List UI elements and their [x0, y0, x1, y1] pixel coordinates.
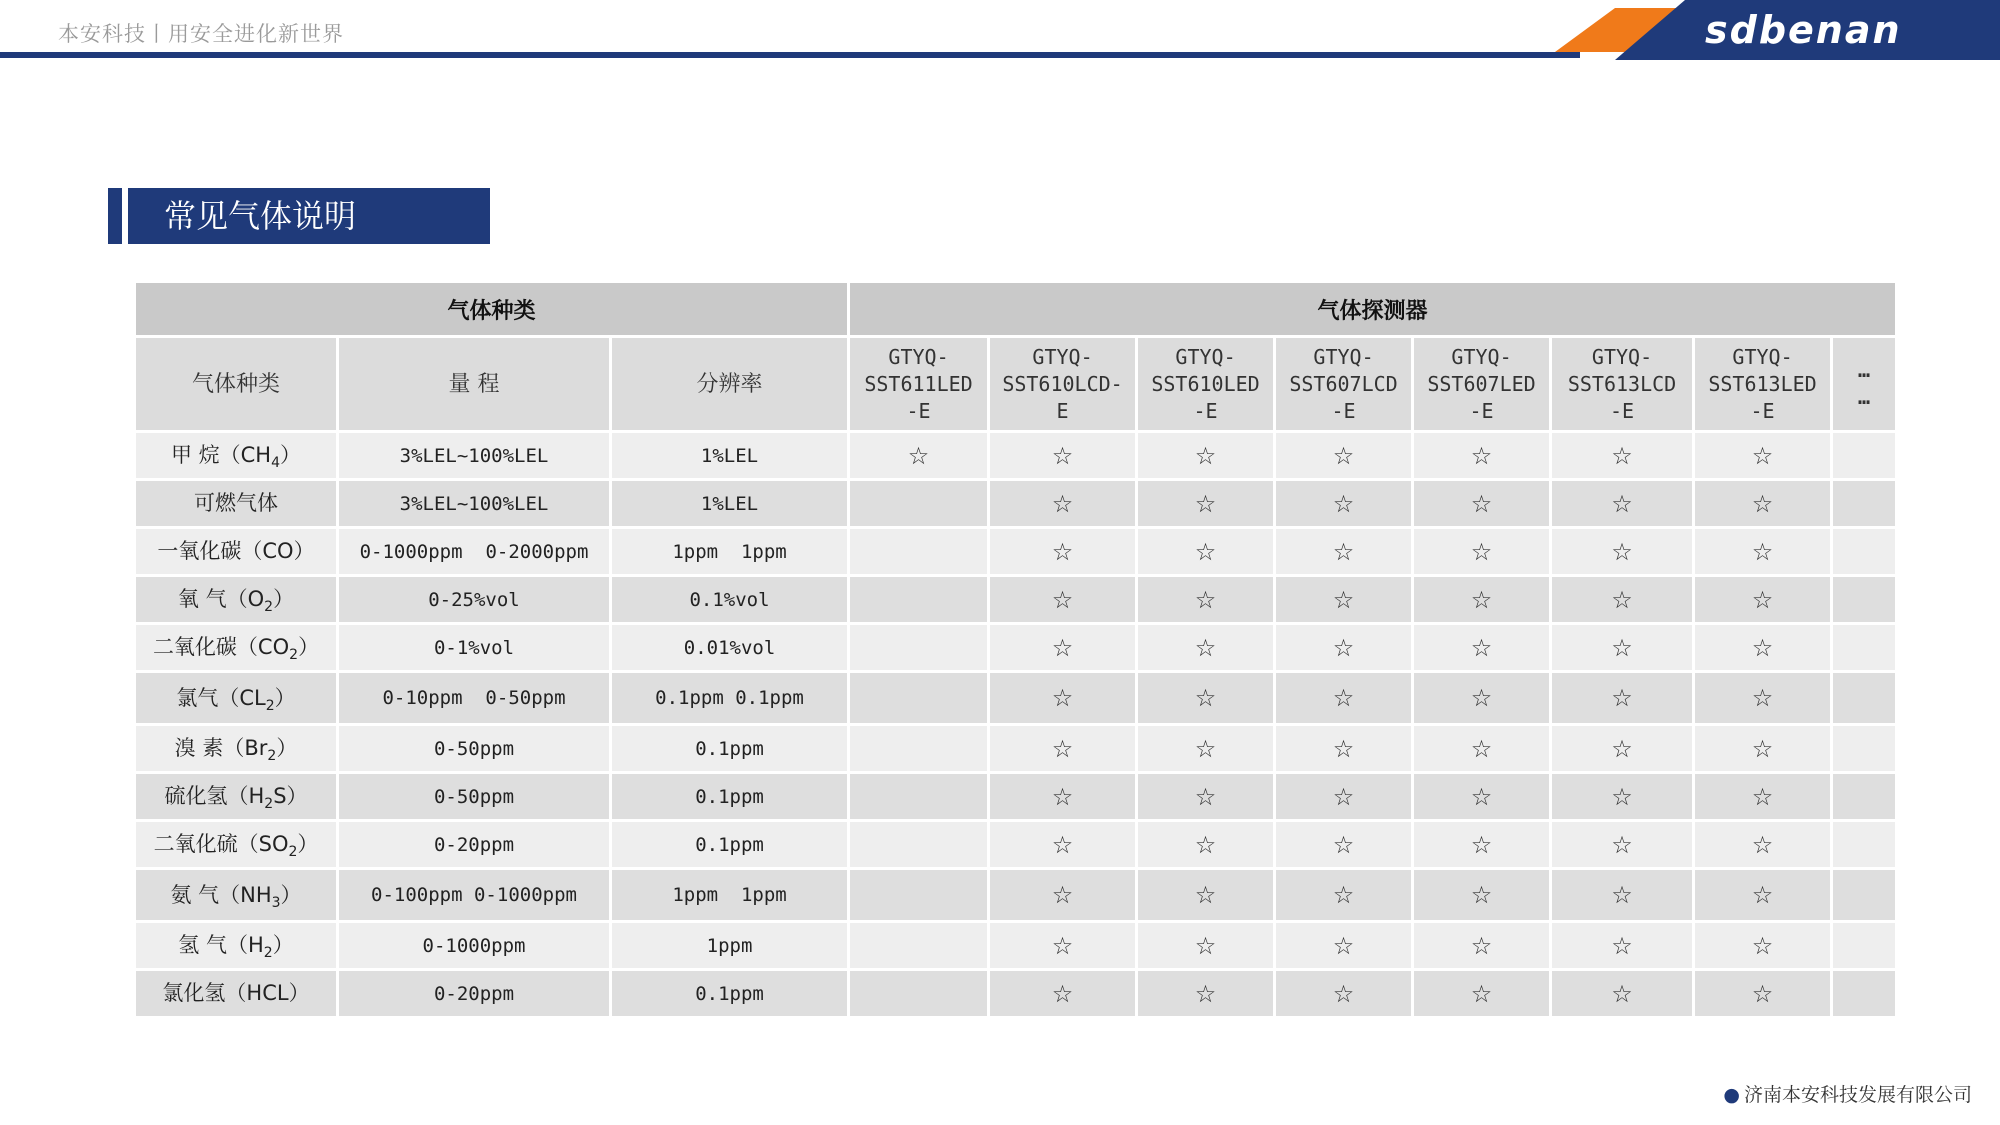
star-icon: ☆	[1332, 782, 1355, 811]
support-cell	[850, 481, 987, 526]
support-cell	[1276, 577, 1411, 622]
gas-range: 0-10ppm 0-50ppm	[339, 673, 609, 723]
support-cell-more	[1833, 923, 1895, 968]
gas-resolution: 0.1ppm	[612, 774, 847, 819]
star-icon: ☆	[1751, 782, 1774, 811]
support-cell	[850, 774, 987, 819]
top-bar	[0, 0, 2000, 62]
support-cell	[990, 625, 1135, 670]
support-cell	[850, 726, 987, 771]
support-cell	[990, 971, 1135, 1016]
star-icon: ☆	[1332, 830, 1355, 859]
support-cell	[1276, 481, 1411, 526]
star-icon: ☆	[1332, 633, 1355, 662]
table-row	[136, 870, 1895, 920]
gas-name-tail: ）	[280, 443, 302, 468]
star-icon: ☆	[1332, 684, 1355, 712]
star-icon: ☆	[1751, 734, 1774, 763]
support-cell	[1138, 673, 1273, 723]
star-icon: ☆	[1194, 734, 1217, 763]
detector-model-line: E	[1056, 398, 1069, 423]
star-icon: ☆	[1051, 881, 1074, 909]
header-rule	[0, 52, 1580, 58]
support-cell	[990, 870, 1135, 920]
support-cell-more	[1833, 481, 1895, 526]
gas-formula-subscript: 4	[271, 455, 281, 472]
star-icon: ☆	[1332, 489, 1355, 518]
gas-name-text: 氨 气（NH	[170, 882, 272, 907]
gas-name	[136, 433, 336, 478]
gas-name-tail: ）	[273, 587, 295, 612]
support-cell	[1552, 625, 1692, 670]
gas-name	[136, 625, 336, 670]
title-accent-bar	[108, 188, 122, 244]
star-icon: ☆	[1470, 441, 1493, 470]
detector-model-line: SST610LED	[1151, 371, 1260, 396]
gas-range: 0-20ppm	[339, 971, 609, 1016]
table-row	[136, 774, 1895, 819]
support-cell	[1138, 923, 1273, 968]
detector-model-line: SST613LCD	[1567, 371, 1677, 396]
star-icon: ☆	[1051, 734, 1074, 763]
support-cell	[1414, 822, 1549, 867]
star-icon: ☆	[1051, 585, 1074, 614]
gas-formula-subscript: 2	[264, 796, 274, 813]
star-icon: ☆	[1332, 537, 1355, 566]
detector-model-line: SST611LED	[864, 371, 973, 396]
star-icon: ☆	[1470, 684, 1493, 712]
support-cell	[1276, 923, 1411, 968]
gas-resolution: 1%LEL	[612, 481, 847, 526]
star-icon: ☆	[1611, 441, 1633, 470]
gas-name	[136, 577, 336, 622]
star-icon: ☆	[1051, 441, 1074, 470]
support-cell	[1695, 923, 1830, 968]
support-cell	[850, 673, 987, 723]
star-icon: ☆	[1751, 684, 1774, 712]
gas-name-tail: ）	[280, 882, 302, 907]
gas-formula-subscript: 2	[263, 945, 273, 962]
support-cell	[850, 822, 987, 867]
table-row	[136, 625, 1895, 670]
gas-formula-subscript: 2	[267, 748, 277, 765]
detector-model-line: SST607LCD	[1289, 371, 1398, 396]
gas-resolution: 1ppm 1ppm	[612, 529, 847, 574]
gas-name-tail: ）	[274, 685, 296, 710]
gas-name	[136, 971, 336, 1016]
star-icon: ☆	[1051, 931, 1074, 960]
support-cell	[1276, 774, 1411, 819]
gas-range: 0-25%vol	[339, 577, 609, 622]
gas-resolution: 0.1ppm	[612, 726, 847, 771]
gas-resolution: 1ppm 1ppm	[612, 870, 847, 920]
star-icon: ☆	[1194, 537, 1217, 566]
gas-range: 0-50ppm	[339, 774, 609, 819]
support-cell	[1552, 923, 1692, 968]
star-icon: ☆	[1611, 734, 1633, 763]
gas-name	[136, 726, 336, 771]
detector-model-line: -E	[1750, 398, 1775, 423]
support-cell	[1138, 529, 1273, 574]
gas-name-text: 二氧化硫（SO	[153, 832, 289, 857]
table-body	[136, 433, 1895, 1016]
star-icon: ☆	[1332, 585, 1355, 614]
support-cell	[1414, 673, 1549, 723]
detector-model-line: SST610LCD-	[1002, 371, 1123, 396]
support-cell	[1695, 577, 1830, 622]
col-detector	[1552, 338, 1692, 430]
support-cell	[1276, 529, 1411, 574]
support-cell	[1695, 673, 1830, 723]
support-cell	[850, 923, 987, 968]
col-more	[1833, 338, 1895, 430]
gas-formula-subscript: 3	[271, 895, 281, 912]
star-icon: ☆	[1611, 931, 1633, 960]
support-cell	[1414, 971, 1549, 1016]
gas-resolution: 0.1ppm	[612, 822, 847, 867]
star-icon: ☆	[1751, 585, 1774, 614]
support-cell	[1552, 433, 1692, 478]
support-cell	[990, 577, 1135, 622]
gas-range: 3%LEL~100%LEL	[339, 481, 609, 526]
support-cell	[1276, 822, 1411, 867]
col-resolution: 分辨率	[612, 338, 847, 430]
gas-name-tail: ）	[276, 736, 298, 761]
star-icon: ☆	[1611, 881, 1633, 909]
support-cell	[1552, 673, 1692, 723]
star-icon: ☆	[1194, 633, 1217, 662]
support-cell	[850, 529, 987, 574]
star-icon: ☆	[1194, 979, 1217, 1008]
support-cell-more	[1833, 726, 1895, 771]
col-detector	[1414, 338, 1549, 430]
gas-name	[136, 529, 336, 574]
gas-name-text: 氢 气（H	[178, 933, 264, 958]
support-cell	[1695, 481, 1830, 526]
gas-range: 0-20ppm	[339, 822, 609, 867]
star-icon: ☆	[1470, 633, 1493, 662]
support-cell	[1414, 625, 1549, 670]
star-icon: ☆	[1611, 684, 1633, 712]
star-icon: ☆	[1611, 537, 1633, 566]
support-cell	[1276, 673, 1411, 723]
support-cell	[1552, 529, 1692, 574]
section-title-text: 常见气体说明	[128, 188, 490, 244]
star-icon: ☆	[1194, 782, 1217, 811]
col-detector	[990, 338, 1135, 430]
support-cell	[990, 529, 1135, 574]
support-cell	[850, 625, 987, 670]
support-cell	[990, 726, 1135, 771]
gas-name	[136, 774, 336, 819]
gas-name-text: 溴 素（Br	[174, 736, 268, 761]
star-icon: ☆	[1751, 881, 1774, 909]
support-cell	[1414, 529, 1549, 574]
support-cell	[1138, 822, 1273, 867]
support-cell	[850, 433, 987, 478]
detector-model-line: SST607LED	[1427, 371, 1536, 396]
support-cell-more	[1833, 673, 1895, 723]
support-cell	[1138, 577, 1273, 622]
company-name: 济南本安科技发展有限公司	[1743, 1084, 1972, 1106]
table-row	[136, 822, 1895, 867]
slogan: 本安科技丨用安全进化新世界	[58, 22, 344, 46]
col-detector	[1138, 338, 1273, 430]
support-cell	[1138, 625, 1273, 670]
gas-name-text: 一氧化碳（CO）	[157, 539, 315, 564]
gas-name-tail: ）	[297, 832, 319, 857]
gas-range: 0-1%vol	[339, 625, 609, 670]
gas-resolution: 0.1%vol	[612, 577, 847, 622]
gas-name	[136, 481, 336, 526]
star-icon: ☆	[1051, 537, 1074, 566]
support-cell-more	[1833, 529, 1895, 574]
support-cell	[1695, 774, 1830, 819]
detector-model-line: -E	[1193, 398, 1218, 423]
support-cell	[1695, 726, 1830, 771]
star-icon: ☆	[1194, 489, 1217, 518]
star-icon: ☆	[1332, 979, 1355, 1008]
support-cell	[1414, 481, 1549, 526]
gas-resolution: 0.1ppm	[612, 971, 847, 1016]
gas-name	[136, 923, 336, 968]
support-cell-more	[1833, 433, 1895, 478]
support-cell	[1414, 923, 1549, 968]
support-cell	[1695, 529, 1830, 574]
star-icon: ☆	[1194, 585, 1217, 614]
gas-range: 3%LEL~100%LEL	[339, 433, 609, 478]
detector-model-line: GTYQ-	[1175, 344, 1236, 369]
gas-range: 0-1000ppm	[339, 923, 609, 968]
group-header-gas-types: 气体种类	[136, 283, 847, 335]
table-row	[136, 971, 1895, 1016]
gas-name-text: 氧 气（O	[177, 587, 265, 612]
gas-name-text: 甲 烷（CH	[170, 443, 272, 468]
support-cell	[1414, 577, 1549, 622]
star-icon: ☆	[1194, 881, 1217, 909]
detector-model-line: GTYQ-	[1313, 344, 1374, 369]
support-cell-more	[1833, 774, 1895, 819]
star-icon: ☆	[1611, 585, 1633, 614]
gas-name	[136, 673, 336, 723]
support-cell	[990, 433, 1135, 478]
support-cell	[1138, 774, 1273, 819]
support-cell	[1552, 971, 1692, 1016]
star-icon: ☆	[1194, 931, 1217, 960]
gas-table	[133, 280, 1898, 1019]
star-icon: ☆	[1051, 684, 1074, 712]
brand-logo: sdbenan	[1705, 8, 1902, 52]
star-icon: ☆	[1611, 633, 1633, 662]
support-cell	[1414, 870, 1549, 920]
group-header-detectors: 气体探测器	[850, 283, 1895, 335]
support-cell	[1552, 726, 1692, 771]
gas-name	[136, 870, 336, 920]
gas-formula-subscript: 2	[288, 844, 298, 861]
gas-range: 0-100ppm 0-1000ppm	[339, 870, 609, 920]
support-cell	[1695, 625, 1830, 670]
support-cell	[990, 673, 1135, 723]
support-cell	[1414, 774, 1549, 819]
star-icon: ☆	[1751, 931, 1774, 960]
gas-resolution: 0.01%vol	[612, 625, 847, 670]
detector-model-line: GTYQ-	[1451, 344, 1512, 369]
support-cell	[1276, 625, 1411, 670]
table-row	[136, 433, 1895, 478]
table-row	[136, 577, 1895, 622]
detector-model-line: GTYQ-	[1032, 344, 1093, 369]
star-icon: ☆	[1751, 537, 1774, 566]
support-cell	[990, 481, 1135, 526]
gas-name-text: 二氧化碳（CO	[152, 635, 290, 660]
gas-name-text: 硫化氢（H	[164, 784, 265, 809]
support-cell	[990, 822, 1135, 867]
support-cell	[1276, 870, 1411, 920]
gas-name-tail: ）	[298, 635, 320, 660]
support-cell	[1276, 971, 1411, 1016]
support-cell	[1138, 870, 1273, 920]
star-icon: ☆	[1470, 782, 1493, 811]
gas-name-text: 氯气（CL	[176, 685, 266, 710]
star-icon: ☆	[1470, 585, 1493, 614]
star-icon: ☆	[1751, 830, 1774, 859]
star-icon: ☆	[1611, 830, 1633, 859]
star-icon: ☆	[1611, 489, 1633, 518]
star-icon: ☆	[1051, 489, 1074, 518]
support-cell-more	[1833, 625, 1895, 670]
star-icon: ☆	[1051, 979, 1074, 1008]
support-cell	[990, 774, 1135, 819]
gas-resolution: 1%LEL	[612, 433, 847, 478]
gas-resolution: 1ppm	[612, 923, 847, 968]
gas-formula-subscript: 2	[289, 647, 299, 664]
detector-model-line: -E	[1331, 398, 1356, 423]
gas-name-text: 氯化氢（HCL）	[162, 981, 310, 1006]
support-cell	[1276, 726, 1411, 771]
gas-range: 0-1000ppm 0-2000ppm	[339, 529, 609, 574]
detector-model-line: GTYQ-	[1591, 344, 1653, 369]
gas-formula-subscript: 2	[264, 599, 274, 616]
gas-name	[136, 822, 336, 867]
star-icon: ☆	[1751, 441, 1774, 470]
footer-bullet: ●	[1723, 1084, 1740, 1106]
support-cell	[1552, 577, 1692, 622]
star-icon: ☆	[1611, 979, 1633, 1008]
star-icon: ☆	[1332, 734, 1355, 763]
support-cell	[1695, 822, 1830, 867]
col-detector	[1276, 338, 1411, 430]
gas-range: 0-50ppm	[339, 726, 609, 771]
table-row	[136, 481, 1895, 526]
support-cell	[1276, 433, 1411, 478]
support-cell	[850, 870, 987, 920]
support-cell	[1138, 726, 1273, 771]
star-icon: ☆	[1051, 782, 1074, 811]
support-cell	[1552, 774, 1692, 819]
gas-resolution: 0.1ppm 0.1ppm	[612, 673, 847, 723]
table-row	[136, 673, 1895, 723]
star-icon: ☆	[1751, 489, 1774, 518]
star-icon: ☆	[1051, 830, 1074, 859]
support-cell	[850, 971, 987, 1016]
star-icon: ☆	[1470, 979, 1493, 1008]
more-ellipsis: …	[1858, 358, 1871, 382]
detector-model-line: GTYQ-	[888, 344, 949, 369]
column-header-row	[136, 338, 1895, 430]
col-detector	[1695, 338, 1830, 430]
support-cell	[1138, 433, 1273, 478]
star-icon: ☆	[1470, 537, 1493, 566]
col-detector	[850, 338, 987, 430]
col-gas: 气体种类	[136, 338, 336, 430]
table-row	[136, 726, 1895, 771]
support-cell	[1552, 822, 1692, 867]
support-cell-more	[1833, 870, 1895, 920]
star-icon: ☆	[1470, 931, 1493, 960]
support-cell	[1414, 726, 1549, 771]
support-cell	[1695, 870, 1830, 920]
star-icon: ☆	[1611, 782, 1633, 811]
footer	[1723, 1080, 1972, 1107]
star-icon: ☆	[1751, 979, 1774, 1008]
star-icon: ☆	[907, 441, 930, 470]
support-cell	[1695, 433, 1830, 478]
support-cell	[990, 923, 1135, 968]
star-icon: ☆	[1194, 684, 1217, 712]
support-cell	[1552, 870, 1692, 920]
more-ellipsis: …	[1858, 385, 1871, 409]
gas-name-tail: ）	[272, 933, 294, 958]
col-range: 量 程	[339, 338, 609, 430]
support-cell	[1695, 971, 1830, 1016]
star-icon: ☆	[1470, 489, 1493, 518]
support-cell-more	[1833, 577, 1895, 622]
star-icon: ☆	[1332, 881, 1355, 909]
table-row	[136, 923, 1895, 968]
star-icon: ☆	[1332, 931, 1355, 960]
gas-name-text: 可燃气体	[194, 491, 278, 516]
star-icon: ☆	[1470, 734, 1493, 763]
support-cell	[850, 577, 987, 622]
detector-model-line: SST613LED	[1708, 371, 1817, 396]
support-cell-more	[1833, 822, 1895, 867]
star-icon: ☆	[1194, 830, 1217, 859]
detector-model-line: -E	[1469, 398, 1494, 423]
support-cell	[1138, 481, 1273, 526]
table-row	[136, 529, 1895, 574]
star-icon: ☆	[1470, 881, 1493, 909]
support-cell	[1552, 481, 1692, 526]
star-icon: ☆	[1470, 830, 1493, 859]
detector-model-line: -E	[906, 398, 931, 423]
star-icon: ☆	[1194, 441, 1217, 470]
star-icon: ☆	[1751, 633, 1774, 662]
star-icon: ☆	[1051, 633, 1074, 662]
gas-formula-subscript: 2	[265, 698, 275, 715]
support-cell	[1414, 433, 1549, 478]
gas-name-tail: S）	[273, 784, 308, 809]
detector-model-line: GTYQ-	[1732, 344, 1793, 369]
star-icon: ☆	[1332, 441, 1355, 470]
support-cell-more	[1833, 971, 1895, 1016]
detector-model-line: -E	[1609, 398, 1635, 423]
support-cell	[1138, 971, 1273, 1016]
